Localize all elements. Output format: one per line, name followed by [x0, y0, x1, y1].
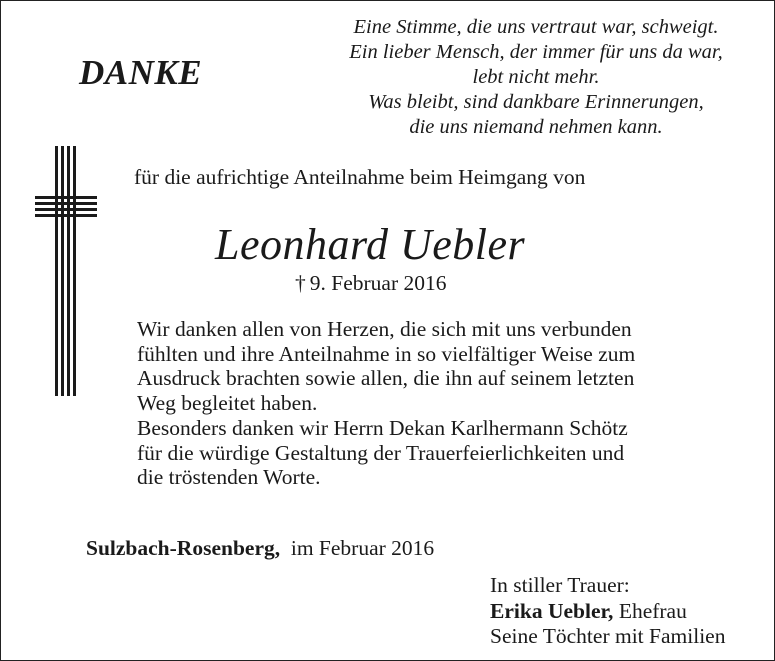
poem-line: Was bleibt, sind dankbare Erinnerungen,	[368, 91, 704, 113]
dagger-icon: †	[295, 271, 306, 295]
signature-relation: Ehefrau	[618, 598, 687, 623]
body-line: die tröstenden Worte.	[137, 465, 321, 490]
body-line: für die würdige Gestaltung der Trauerfeierlichkeiten und	[137, 440, 625, 465]
deceased-name: Leonhard Uebler	[215, 220, 526, 269]
poem	[341, 15, 731, 140]
signature-family: Seine Töchter mit Familien	[490, 624, 726, 648]
place-date: im Februar 2016	[290, 536, 435, 560]
body-line: Wir danken allen von Herzen, die sich mit uns verbunden	[137, 317, 632, 341]
thank-you-text	[137, 317, 697, 490]
signature-intro: In stiller Trauer:	[490, 573, 630, 597]
place-town: Sulzbach-Rosenberg,	[86, 536, 281, 560]
poem-line: die uns niemand nehmen kann.	[409, 116, 663, 138]
poem-line: lebt nicht mehr.	[472, 66, 600, 88]
signature-widow	[490, 599, 725, 625]
death-date-text: 9. Februar 2016	[309, 271, 447, 295]
body-line: fühlten und ihre Anteilnahme in so vielfältiger Weise zum	[137, 341, 636, 366]
body-line: Ausdruck brachten sowie allen, die ihn auf seinem letzten	[137, 366, 635, 391]
body-line: Besonders danken wir Herrn Dekan Karlhermann Schötz	[137, 415, 628, 440]
heading-danke: DANKE	[79, 53, 203, 92]
body-line: Weg begleitet haben.	[137, 391, 318, 416]
cross-icon	[35, 146, 97, 396]
signature-name: Erika Uebler,	[490, 598, 614, 623]
poem-line: Eine Stimme, die uns vertraut war, schweigt.	[353, 16, 719, 38]
poem-line: Ein lieber Mensch, der immer für uns da war,	[349, 41, 723, 63]
place-and-date	[86, 536, 434, 561]
signature-block	[490, 573, 725, 650]
death-date	[295, 271, 447, 296]
intro-text: für die aufrichtige Anteilnahme beim Heimgang von	[134, 165, 586, 189]
